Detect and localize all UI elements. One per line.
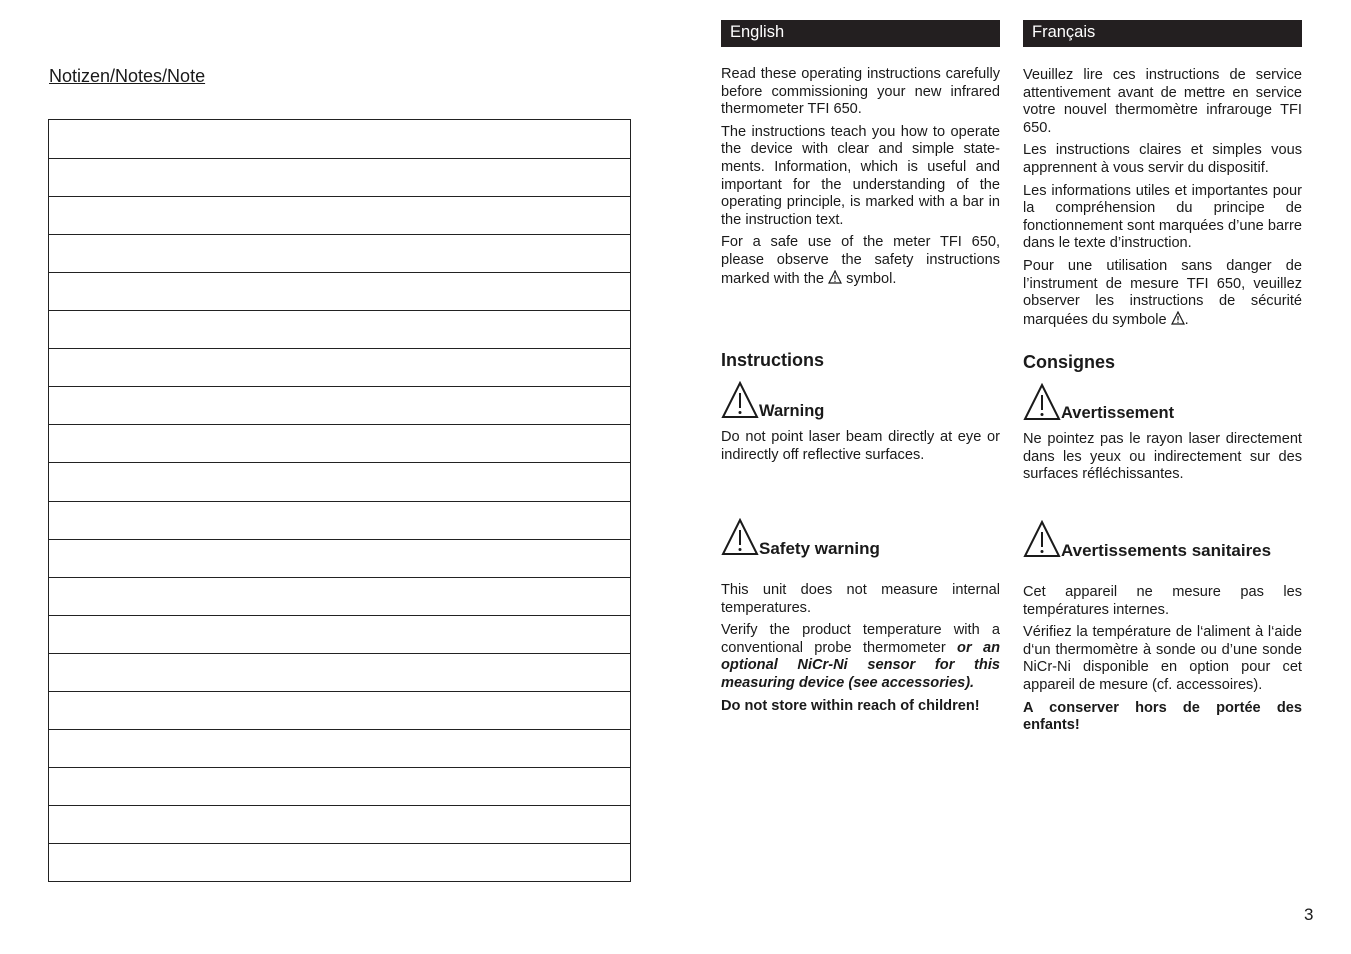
notes-box <box>48 119 631 882</box>
english-safety-2: Verify the product temperature with a conventional probe thermometer or an optional NiCr-Ni sensor for this measuring device (see accessories). <box>721 622 1000 691</box>
french-intro-4: Pour une utilisation sans danger de l’instrument de mesure TFI 650, veuillez observer les instructions de sécurité marquées du symbole . <box>1023 257 1302 328</box>
notes-line <box>49 158 630 159</box>
english-warning-block <box>721 381 1000 469</box>
page-number: 3 <box>1304 905 1314 924</box>
notes-line <box>49 615 630 616</box>
warning-triangle-icon <box>721 518 759 556</box>
english-safety-heading: Safety warning <box>721 518 1000 556</box>
english-intro-1: Read these operating instructions carefully before commissioning your new infrared thermometer TFI 650. <box>721 66 1000 118</box>
notes-line <box>49 196 630 197</box>
notes-line <box>49 386 630 387</box>
french-warning-block <box>1023 383 1302 489</box>
notes-line <box>49 577 630 578</box>
english-safety-block <box>721 518 1000 720</box>
warning-triangle-icon <box>721 381 759 419</box>
notes-line <box>49 234 630 235</box>
english-intro-3: For a safe use of the meter TFI 650, please observe the safety instructions marked with the symbol. <box>721 234 1000 287</box>
english-intro-2: The instructions teach you how to operate the device with clear and simple state-ments. Information, which is useful and important for the understanding of the operating principle, is marked with a bar in the instruction text. <box>721 123 1000 228</box>
notes-line <box>49 501 630 502</box>
french-column <box>1023 20 1302 734</box>
notes-line <box>49 767 630 768</box>
french-instructions-heading: Consignes <box>1023 352 1116 372</box>
notes-line <box>49 348 630 349</box>
notes-line <box>49 653 630 654</box>
french-safety-3: A conserver hors de portée des enfants! <box>1023 699 1302 734</box>
french-intro-1: Veuillez lire ces instructions de service attentivement avant de mettre en service votre nouvel thermomètre infrarouge TFI 650. <box>1023 67 1302 136</box>
english-warning-text: Do not point laser beam directly at eye or indirectly off reflective surfaces. <box>721 429 1000 463</box>
notes-line <box>49 805 630 806</box>
english-safety-1: This unit does not measure internal temperatures. <box>721 582 1000 616</box>
notes-line <box>49 539 630 540</box>
french-header: Français <box>1023 20 1302 47</box>
french-intro-2: Les instructions claires et simples vous apprennent à vous servir du dispositif. <box>1023 142 1302 176</box>
english-header: English <box>721 20 1000 47</box>
warning-triangle-icon <box>1171 311 1185 325</box>
english-column <box>721 20 1000 714</box>
notes-title: Notizen/Notes/Note <box>49 66 206 86</box>
french-safety-block <box>1023 520 1302 740</box>
english-instructions-heading: Instructions <box>721 350 825 370</box>
warning-triangle-icon <box>1023 383 1061 421</box>
notes-line <box>49 424 630 425</box>
french-safety-heading: Avertissements sanitaires <box>1023 520 1302 558</box>
french-safety-1: Cet appareil ne mesure pas les températures internes. <box>1023 584 1302 618</box>
notes-line <box>49 729 630 730</box>
french-intro <box>1023 67 1302 334</box>
notes-line <box>49 462 630 463</box>
notes-line <box>49 691 630 692</box>
english-warning-heading: Warning <box>721 381 1000 419</box>
french-warning-text: Ne pointez pas le rayon laser directement dans les yeux ou indirectement sur des surfaces réfléchissantes. <box>1023 431 1302 483</box>
french-safety-2: Vérifiez la température de l‘aliment à l‘aide d‘un thermomètre à sonde ou d’une sonde NiCr-Ni disponible en option pour cet appareil de mesure (cf. accessoires). <box>1023 624 1302 693</box>
warning-triangle-icon <box>1023 520 1061 558</box>
notes-line <box>49 843 630 844</box>
notes-line <box>49 310 630 311</box>
french-intro-3: Les informations utiles et importantes pour la compréhension du principe de fonctionnement sont marquées d’une barre dans le texte d’instruction. <box>1023 182 1302 252</box>
notes-line <box>49 272 630 273</box>
warning-triangle-icon <box>828 270 842 284</box>
french-warning-heading: Avertissement <box>1023 383 1302 421</box>
english-safety-3: Do not store within reach of children! <box>721 697 980 714</box>
english-intro <box>721 66 1000 293</box>
